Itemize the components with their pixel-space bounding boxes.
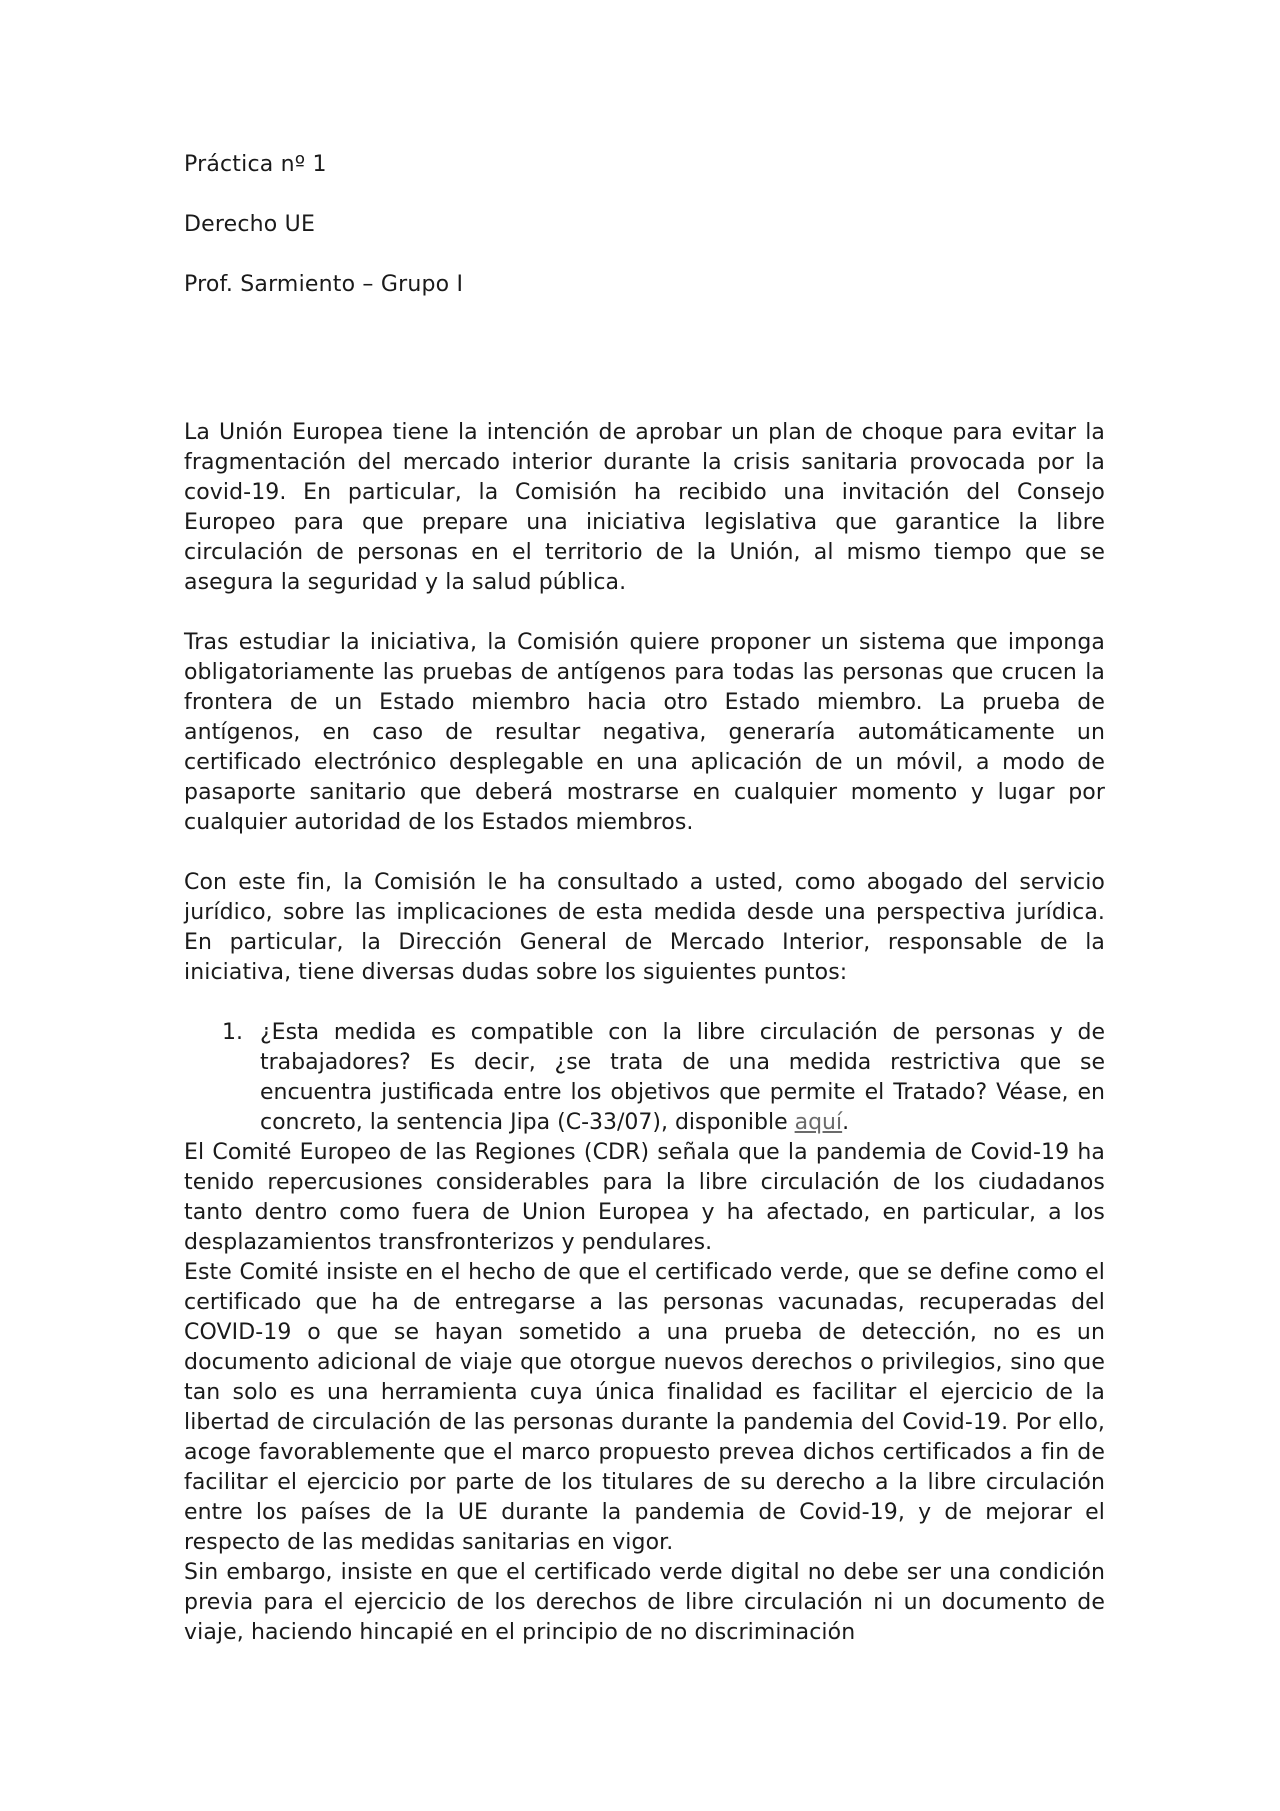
list-item-number: 1.	[222, 1020, 243, 1045]
questions-list	[184, 1018, 1105, 1138]
green-certificate-paragraph: Este Comité insiste en el hecho de que el certificado verde, que se define como el certificado que ha de entregarse a las personas vacunadas, recuperadas del COVID-19 o que se hayan sometido a una prueba de detección, no es un documento adicional de viaje que otorgue nuevos derechos o privilegios, sino que tan solo es una herramienta cuya única finalidad es facilitar el ejercicio de la libertad de circulación de las personas durante la pandemia del Covid-19. Por ello, acoge favorablemente que el marco propuesto prevea dichos certificados a fin de facilitar el ejercicio por parte de los titulares de su derecho a la libre circulación entre los países de la UE durante la pandemia de Covid-19, y de mejorar el respecto de las medidas sanitarias en vigor.	[184, 1260, 1105, 1555]
list-item-text: ¿Esta medida es compatible con la libre circulación de personas y de trabajadores? Es decir, ¿se trata de una medida restrictiva que se encuentra justificada entre los objetivos que permite el Tratado? Véase, en concreto, la sentencia Jipa (C-33/07), disponible	[260, 1020, 1105, 1135]
proposal-paragraph: Tras estudiar la iniciativa, la Comisión quiere proponer un sistema que imponga obligatoriamente las pruebas de antígenos para todas las personas que crucen la frontera de un Estado miembro hacia otro Estado miembro. La prueba de antígenos, en caso de resultar negativa, generaría automáticamente un certificado electrónico desplegable en una aplicación de un móvil, a modo de pasaporte sanitario que deberá mostrarse en cualquier momento y lugar por cualquier autoridad de los Estados miembros.	[184, 630, 1105, 835]
cdr-paragraph: El Comité Europeo de las Regiones (CDR) señala que la pandemia de Covid-19 ha tenido repercusiones considerables para la libre circulación de los ciudadanos tanto dentro como fuera de Union Europea y ha afectado, en particular, a los desplazamientos transfronterizos y pendulares.	[184, 1140, 1105, 1255]
subject-title: Derecho UE	[184, 212, 316, 237]
list-item-end: .	[842, 1110, 850, 1135]
jipa-ruling-link[interactable]: aquí	[794, 1110, 843, 1135]
list-item	[222, 1018, 1105, 1138]
non-discrimination-paragraph: Sin embargo, insiste en que el certificado verde digital no debe ser una condición previa para el ejercicio de los derechos de libre circulación ni un documento de viaje, haciendo hincapié en el principio de no discriminación	[184, 1560, 1105, 1645]
intro-paragraph: La Unión Europea tiene la intención de aprobar un plan de choque para evitar la fragmentación del mercado interior durante la crisis sanitaria provocada por la covid-19. En particular, la Comisión ha recibido una invitación del Consejo Europeo para que prepare una iniciativa legislativa que garantice la libre circulación de personas en el territorio de la Unión, al mismo tiempo que se asegura la seguridad y la salud pública.	[184, 420, 1105, 595]
professor-group: Prof. Sarmiento – Grupo I	[184, 272, 464, 297]
consultation-paragraph: Con este fin, la Comisión le ha consultado a usted, como abogado del servicio jurídico, sobre las implicaciones de esta medida desde una perspectiva jurídica. En particular, la Dirección General de Mercado Interior, responsable de la iniciativa, tiene diversas dudas sobre los siguientes puntos:	[184, 870, 1105, 985]
practice-number: Práctica nº 1	[184, 152, 327, 177]
